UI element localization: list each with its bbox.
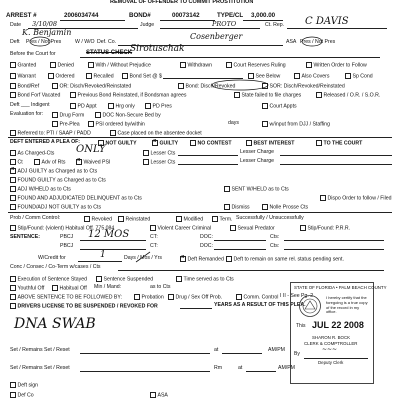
- asa-name: Sirotuschak: [130, 44, 185, 54]
- status-check: STATUS CHECK: [86, 50, 133, 56]
- hearing-date: 3/10/08: [32, 20, 58, 28]
- probation-label: Probation: [141, 294, 164, 301]
- found-adj-delinquent-label: FOUND AND ADJUDICATED DELINQUENT as to Cts: [17, 195, 142, 202]
- plea-heading: DEFT ENTERED A PLEA OF:: [10, 139, 81, 145]
- warrant-label: Warrant: [17, 73, 36, 80]
- drug-sex-label: Drug / Sex Off Prob.: [175, 294, 223, 301]
- min-mand-label: Min / Mand:: [94, 284, 122, 290]
- exec-stayed-label: Execution of Sentence Stayed: [17, 276, 88, 283]
- stamp-date: JUL 22 2008: [312, 320, 364, 330]
- sexual-predator-label: Sexual Predator: [237, 225, 275, 232]
- def-co-label: Def Co: [17, 392, 34, 399]
- clerk-title: CLERK & COMPTROLLER: [304, 341, 358, 346]
- guilty-label: GUILTY: [159, 140, 179, 147]
- wcredit-value: 1: [100, 250, 106, 260]
- no-contest-label: NO CONTEST: [197, 140, 232, 147]
- with-without: W / W/O: [75, 39, 95, 45]
- referred-label: Referred to: PTI / SAAP / PADD: [17, 130, 91, 137]
- stamp-by-label: By: [294, 351, 300, 357]
- bond-set-label: Bond Set @ $: [129, 73, 162, 80]
- sp-cond-label: Sp Cond: [352, 73, 373, 80]
- evaluation-label: Evaluation for:: [10, 111, 44, 117]
- pbcj-value: 12 MOS: [88, 229, 130, 240]
- defense-counsel: Cosenberger: [190, 32, 243, 41]
- drivers-license-label: DRIVERS LICENSE TO BE SUSPENDED / REVOKED FOR: [17, 303, 158, 310]
- judge-label: Judge: [140, 22, 155, 28]
- revoked-label: Revoked: [91, 216, 112, 223]
- set-remains-label: Set / Remains Set / Reset: [10, 347, 70, 353]
- before-court: Before the Court for: [10, 51, 56, 57]
- conc-consec-label: Conc / Consec / Co-Term w/cases / Cts: [10, 264, 101, 270]
- ct-label: Ct: [17, 159, 23, 166]
- cts-label-2: Cts:: [270, 243, 280, 249]
- prob-comm-label: Prob / Comm Control:: [10, 215, 61, 221]
- ordered-label: Ordered: [55, 73, 75, 80]
- see-page-2: I II - See Pg. 2: [280, 293, 314, 299]
- handwritten-note: DNA SWAB: [14, 316, 96, 332]
- bond-disch-label: Bond: Disch/Revoked: [185, 83, 236, 90]
- date-label: Date: [10, 22, 21, 28]
- comm-control-label: Comm. Control: [243, 294, 279, 301]
- adj-guilty-label: ADJ GUILTY as Charged as to Cts: [17, 168, 98, 175]
- court-reporter: C DAVIS: [305, 16, 349, 27]
- lesser-charge-2-label: Lesser Charge: [240, 158, 275, 164]
- found-not-guilty-label: FOUND/ADJ NOT GUILTY as to Cts: [17, 204, 102, 211]
- stamp-this-label: This: [296, 323, 306, 329]
- deft-options: Pres / Not Pres: [26, 39, 62, 45]
- as-charged-value: ONLY: [76, 144, 106, 155]
- asa-present-circle: [302, 37, 322, 46]
- lesser-cts-label: Lesser Cts: [150, 150, 176, 157]
- cts-label: Cts:: [270, 234, 280, 240]
- doc-nonsecure-label: DOC Non-Secure Bed by: [102, 112, 161, 119]
- see-below-label: See Below: [255, 73, 281, 80]
- ampm-label: AM/PM: [268, 347, 286, 353]
- asa-options: Pres / Not Pres: [300, 39, 336, 45]
- denied-label: Denied: [57, 62, 74, 69]
- days-slash: [136, 252, 150, 262]
- bondref-label: Bond/Ref: [17, 83, 40, 90]
- pbcj-label: PBCJ: [60, 234, 74, 240]
- bond-number: 00073142: [172, 12, 200, 19]
- best-interest-label: BEST INTEREST: [253, 140, 295, 147]
- clerk-signature-icon: ~~~: [322, 346, 338, 353]
- prev-bond-label: Previous Bond Reinstated, if Bondsman agrees: [77, 92, 187, 99]
- court-reserves-label: Court Reserves Ruling: [233, 62, 286, 69]
- ct-colon-label: CT:: [150, 234, 158, 240]
- doc-label-2: DOC:: [200, 243, 213, 249]
- djj-input-label: w/input from DJJ / Staffing: [269, 121, 330, 128]
- defco-label: Def. Co.: [97, 39, 117, 45]
- pre-plea-label: Pre-Plea: [59, 121, 80, 128]
- with-without-label: With / Without Prejudice: [95, 62, 151, 69]
- absentee-docket-label: Case placed on the absentee docket: [117, 130, 202, 137]
- stip-prr-label: Stip/Found: P.R.R.: [307, 225, 351, 232]
- granted-label: Granted: [17, 62, 37, 69]
- set-remains-label-2: Set / Remains Set / Reset: [10, 365, 70, 371]
- ct-colon-label-2: CT:: [150, 243, 158, 249]
- not-guilty-label: NOT GUILTY: [105, 140, 137, 147]
- type-label: TYPE/CL: [217, 12, 244, 19]
- violent-career-label: Violent Career Criminal: [157, 225, 212, 232]
- remain-status-label: Deft to remain on same rel. status pending sent.: [233, 256, 344, 263]
- nolle-label: Nolle Prosse Cts: [269, 204, 309, 211]
- indigent-label: Deft ___ Indigent: [10, 102, 50, 108]
- asa-label: ASA: [286, 39, 297, 45]
- lesser-charge-label: Lesser Charge: [240, 149, 275, 155]
- hrg-only-label: Hrg only: [115, 103, 135, 110]
- adv-of-rts-label: Adv of Rts: [41, 159, 66, 166]
- days-mos-yrs: Days / Mos / Yrs: [124, 255, 162, 261]
- as-charged-label: As Charged-Cts: [17, 150, 55, 157]
- defendant-name: K. Benjamin: [22, 28, 72, 37]
- years-result-label: YEARS AS A RESULT OF THIS PLEA.: [214, 302, 306, 308]
- as-to-cts-label: as to Cts: [150, 284, 171, 290]
- waived-psi-label: Waived PSI: [83, 159, 111, 166]
- at-label-2: at: [238, 365, 243, 371]
- adj-withheld-label: ADJ W/HELD as to Cts: [17, 186, 71, 193]
- pd-pres-label: PD Pres: [152, 103, 172, 110]
- rm-label: Rm: [214, 365, 223, 371]
- sent-withheld-label: SENT W/HELD as to Cts: [231, 186, 289, 193]
- deft-label: Deft: [10, 39, 20, 45]
- pd-appt-label: PD Appt: [77, 103, 97, 110]
- reinstated-label: Reinstated: [125, 216, 151, 223]
- recalled-label: Recalled: [93, 73, 114, 80]
- psi-ordered-label: PSI ordered by/within: [95, 121, 145, 128]
- doc-label: DOC:: [200, 234, 213, 240]
- sent-suspended-label: Sentence Suspended: [103, 276, 154, 283]
- successfully-label: Successfully / Unsuccessfully: [236, 215, 304, 221]
- state-failed-label: State failed to file charges: [241, 92, 302, 99]
- lesser-cts-2-label: Lesser Cts: [150, 159, 176, 166]
- bond-label: BOND#: [129, 12, 151, 19]
- also-covers-label: Also Covers: [301, 73, 330, 80]
- asa-footer-label: ASA: [157, 392, 168, 399]
- drug-form-label: Drug Form: [59, 112, 85, 119]
- stamp-state: STATE OF FLORIDA • PALM BEACH COUNTY: [294, 285, 387, 290]
- deft-remanded-label: Deft Remanded: [187, 256, 224, 263]
- arrest-label: ARREST #: [6, 12, 37, 19]
- form-title: REMOVAL OF OFFENDER TO COMMIT PROSTITUTION: [110, 0, 254, 5]
- pbcj-label-2: PBCJ: [60, 243, 74, 249]
- modified-label: Modified: [183, 216, 204, 223]
- days-label: days: [228, 120, 239, 126]
- to-court-label: TO THE COURT: [323, 140, 363, 147]
- deft-sign-label: Deft sign: [17, 382, 38, 389]
- bond-disch-circle: [212, 80, 268, 90]
- dispo-order-label: Dispo Order to follow / Filed: [327, 195, 392, 202]
- above-sentence-label: ABOVE SENTENCE TO BE FOLLOWED BY:: [17, 294, 122, 301]
- released-label: Released / O.R. / S.O.R.: [323, 92, 381, 99]
- deft-present-circle: [30, 37, 50, 46]
- judge-name: PROTO: [212, 20, 237, 28]
- found-guilty-label: FOUND GUILTY as Charged as to Cts: [17, 177, 106, 184]
- ampm-label-2: AM/PM: [278, 365, 296, 371]
- stip-found-label: Stip/Found: (violent) Habitual Off. 775.084: [17, 225, 115, 232]
- dismiss-label: Dismiss: [231, 204, 250, 211]
- stamp-certify: I hereby certify that the foregoing is a true copy of the record in my office.: [326, 295, 368, 315]
- youthful-label: Youthful Off: [17, 285, 45, 292]
- sor-disch-label: SOR: Disch/Revoked/Reinstated: [269, 83, 345, 90]
- bond-amount: 3,000.00: [251, 12, 276, 19]
- clerk-name: SHARON R. BOCK: [312, 335, 351, 340]
- wcredit-label: W/Credit for: [38, 255, 66, 261]
- time-served-label: Time served as to Cts: [183, 276, 234, 283]
- written-order-label: Written Order to Follow: [313, 62, 367, 69]
- withdrawn-label: Withdrawn: [187, 62, 213, 69]
- term-label: Term.: [219, 216, 233, 223]
- at-label: at: [214, 347, 219, 353]
- ctrep-label: Ct. Rep.: [265, 22, 285, 28]
- arrest-number: 2006034744: [64, 12, 99, 19]
- deputy-clerk: Deputy Clerk: [318, 360, 344, 365]
- or-disch-label: OR: Disch/Revoked/Reinstated: [59, 83, 132, 90]
- sentence-label: SENTENCE:: [10, 234, 40, 240]
- court-appts-label: Court Appts: [269, 103, 297, 110]
- habitual-label: Habitual Off: [59, 285, 87, 292]
- bond-forf-label: Bond Forf Vacated: [17, 92, 61, 99]
